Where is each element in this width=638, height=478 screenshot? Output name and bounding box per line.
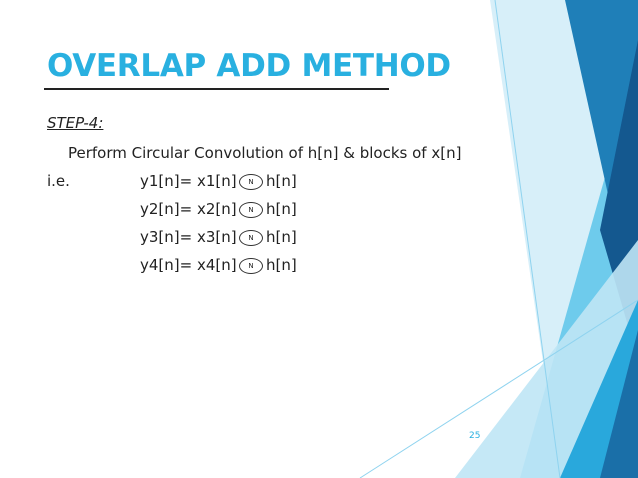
equation-rhs: h[n] — [266, 228, 297, 246]
ie-label: i.e. — [47, 172, 70, 190]
equation-rhs: h[n] — [266, 172, 297, 190]
page-number: 25 — [469, 431, 481, 441]
step-label: STEP-4: — [47, 114, 104, 132]
equation-lhs: y4[n]= x4[n] — [140, 256, 237, 274]
equation-lhs: y2[n]= x2[n] — [140, 200, 237, 218]
equation-lhs: y3[n]= x3[n] — [140, 228, 237, 246]
slide-title: OVERLAP ADD METHOD — [47, 48, 451, 84]
step-description: Perform Circular Convolution of h[n] & blocks of x[n] — [68, 144, 462, 162]
circular-convolution-operator: N — [239, 258, 263, 274]
circular-convolution-operator: N — [239, 202, 263, 218]
title-underline — [44, 88, 389, 90]
circular-convolution-operator: N — [239, 230, 263, 246]
equation-rhs: h[n] — [266, 200, 297, 218]
circular-convolution-operator: N — [239, 174, 263, 190]
equation-rhs: h[n] — [266, 256, 297, 274]
equation-lhs: y1[n]= x1[n] — [140, 172, 237, 190]
